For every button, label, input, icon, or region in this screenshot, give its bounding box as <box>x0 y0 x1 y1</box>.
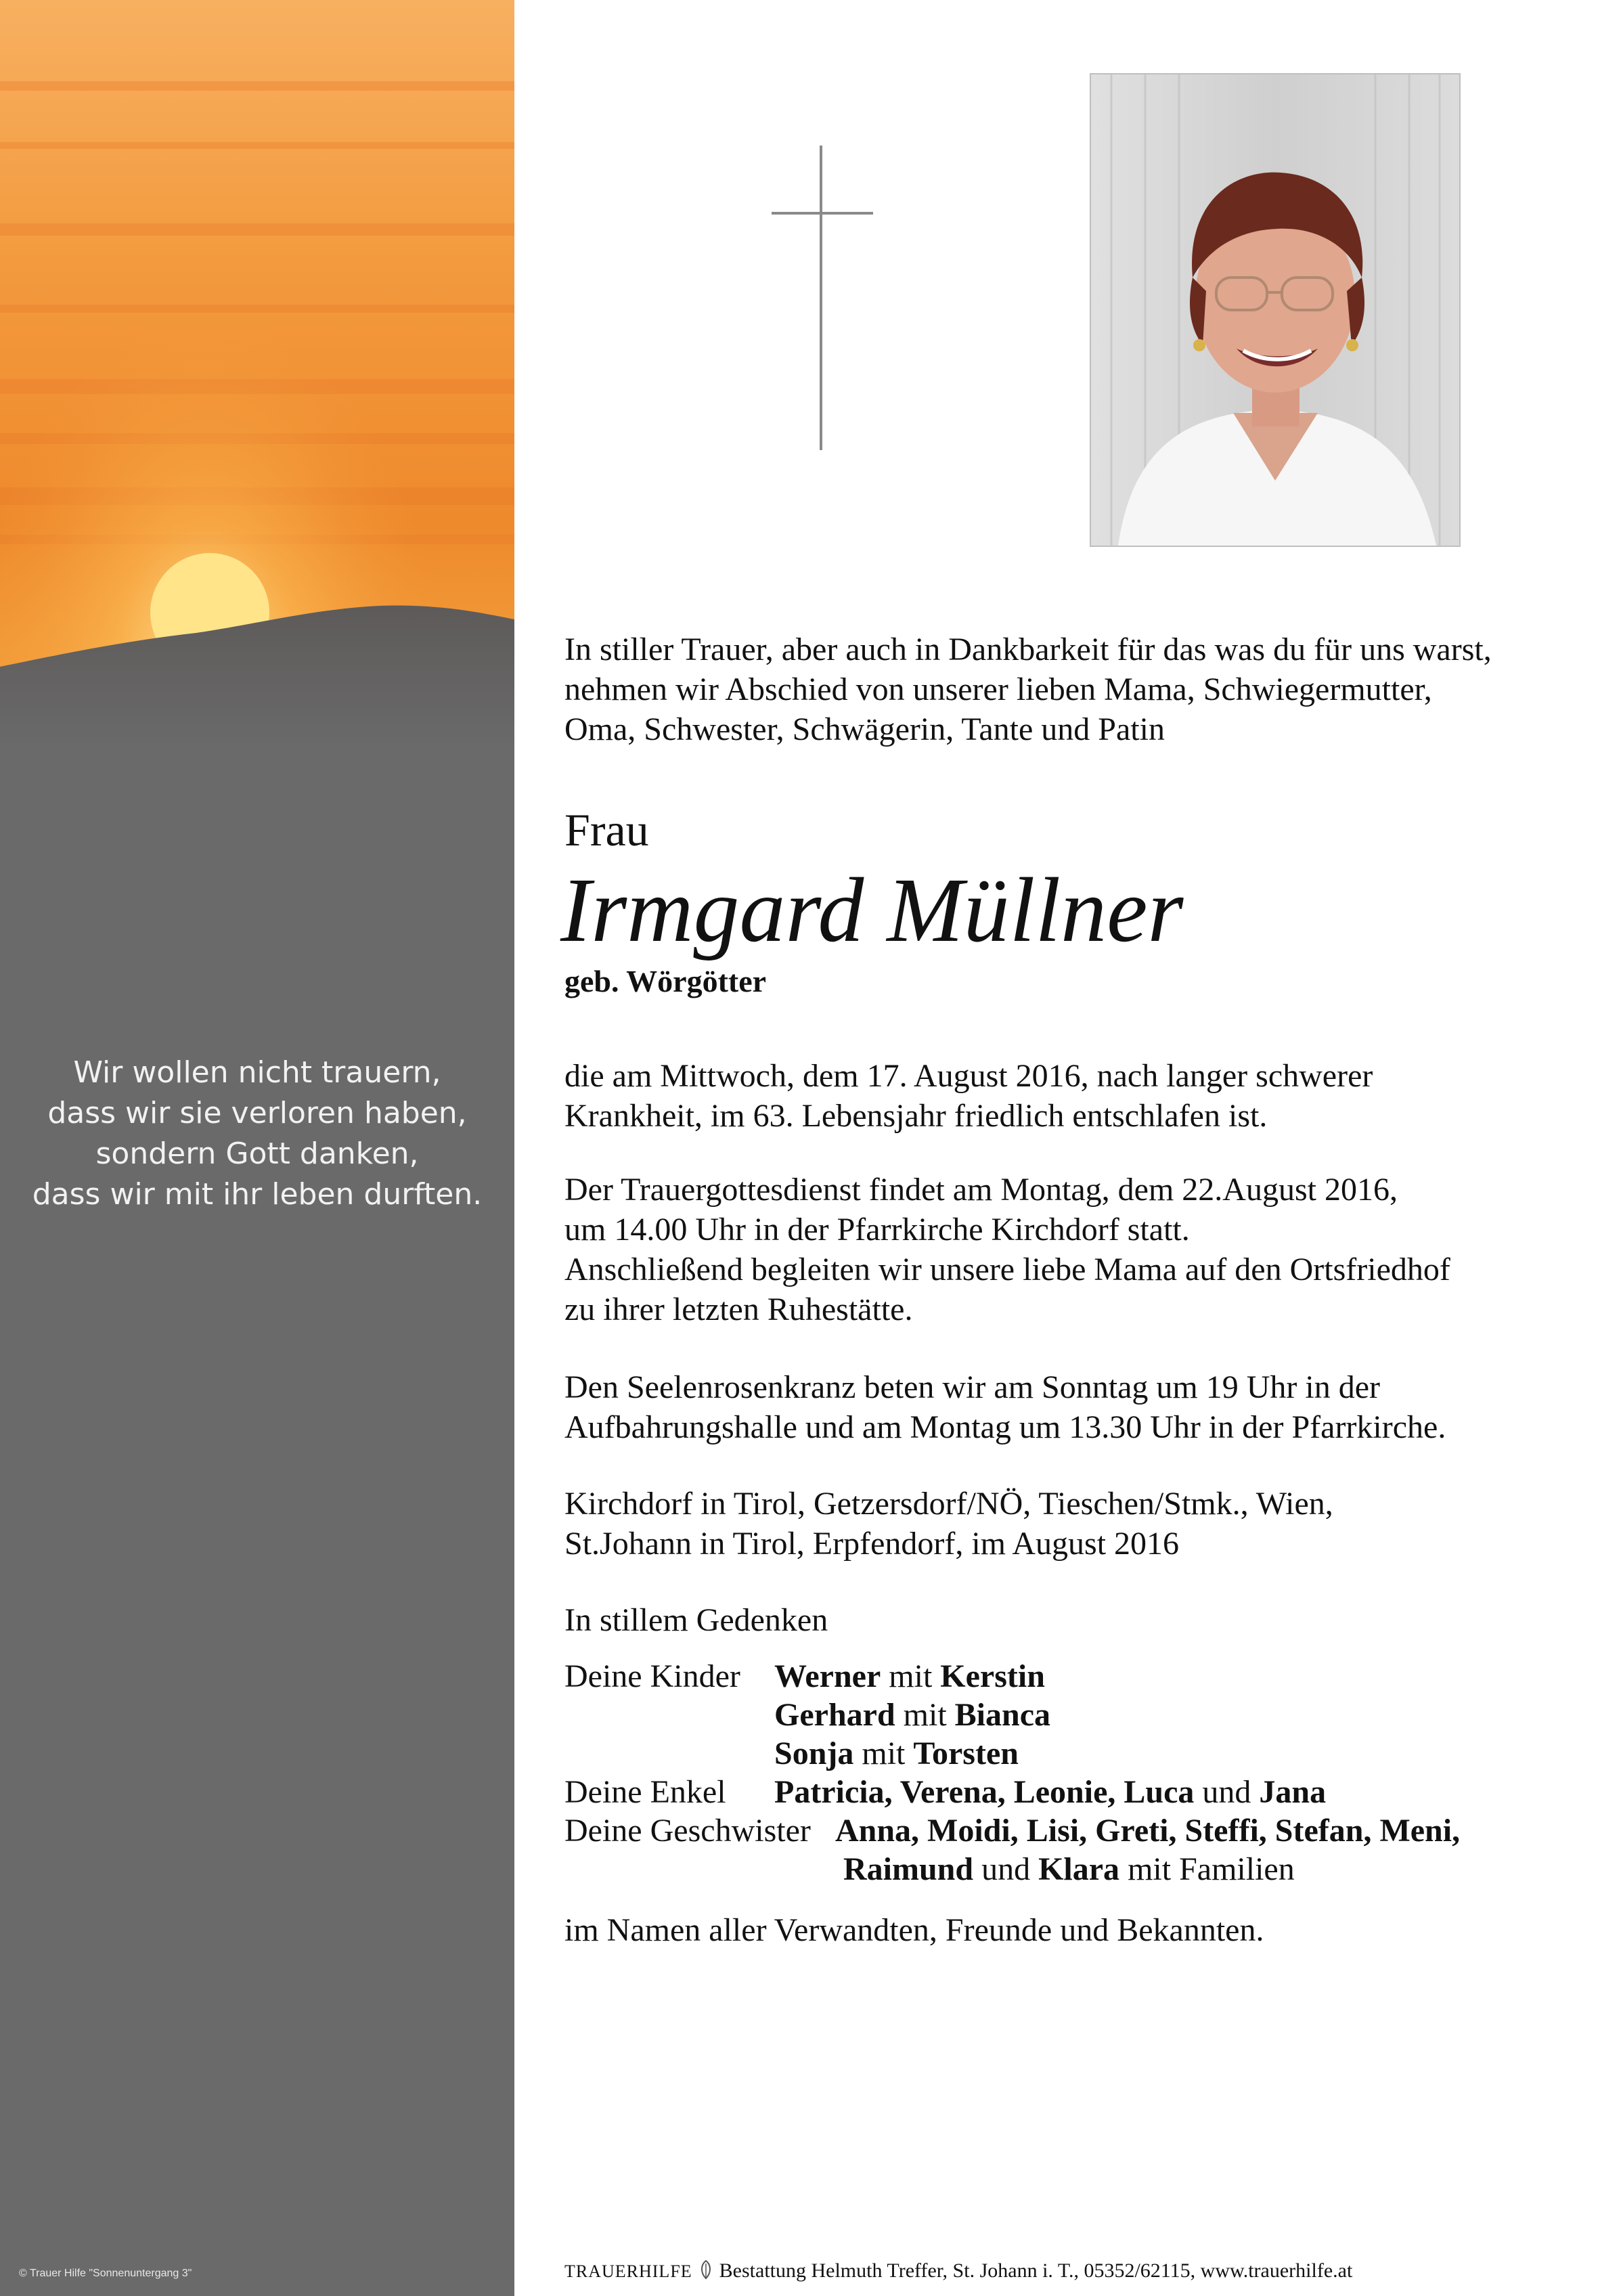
cross-icon <box>772 146 873 450</box>
child-entry: Werner mit Kerstin <box>774 1658 1045 1694</box>
family-row <box>564 1773 1566 1811</box>
place-date-line: Kirchdorf in Tirol, Getzersdorf/NÖ, Tieschen/Stmk., Wien, <box>564 1486 1333 1522</box>
family-row <box>564 1850 1566 1889</box>
name-prefix: Frau <box>564 804 649 856</box>
portrait-photo <box>1090 73 1461 547</box>
family-row <box>564 1657 1566 1696</box>
place-date <box>564 1484 1566 1564</box>
siblings-label: Deine Geschwister <box>564 1813 811 1849</box>
grandchildren-label: Deine Enkel <box>564 1774 726 1810</box>
intro-text <box>564 630 1566 749</box>
footer <box>564 2259 1352 2284</box>
rosary-line: Den Seelenrosenkranz beten wir am Sonntag um 19 Uhr in der <box>564 1369 1380 1405</box>
death-notice <box>564 1056 1566 1136</box>
sunset-image <box>0 0 514 748</box>
remembrance: In stillem Gedenken <box>564 1602 828 1638</box>
quote-line: dass wir mit ihr leben durften. <box>32 1177 483 1212</box>
siblings-names: Anna, Moidi, Lisi, Greti, Steffi, Stefan, Meni, <box>835 1813 1461 1849</box>
quote-line: sondern Gott danken, <box>95 1136 419 1171</box>
siblings-names-cont: Raimund und Klara mit Familien <box>843 1851 1295 1887</box>
footer-brand: TRAUERHILFE <box>564 2261 692 2281</box>
intro-line: In stiller Trauer, aber auch in Dankbarkeit für das was du für uns warst, <box>564 632 1492 667</box>
sidebar <box>0 0 514 2296</box>
service-line: Anschließend begleiten wir unsere liebe Mama auf den Ortsfriedhof <box>564 1252 1450 1287</box>
footer-contact: Bestattung Helmuth Treffer, St. Johann i. T., 05352/62115, www.trauerhilfe.at <box>719 2259 1353 2282</box>
birth-name: geb. Wörgötter <box>564 964 767 998</box>
grandchildren-names: Patricia, Verena, Leonie, Luca und Jana <box>774 1774 1327 1810</box>
service-info <box>564 1170 1566 1329</box>
intro-line: Oma, Schwester, Schwägerin, Tante und Patin <box>564 711 1165 747</box>
child-entry: Gerhard mit Bianca <box>774 1697 1051 1733</box>
quote-line: Wir wollen nicht trauern, <box>73 1055 441 1090</box>
children-label: Deine Kinder <box>564 1658 740 1694</box>
service-line: um 14.00 Uhr in der Pfarrkirche Kirchdorf statt. <box>564 1212 1190 1248</box>
death-notice-line: Krankheit, im 63. Lebensjahr friedlich entschlafen ist. <box>564 1098 1268 1134</box>
death-notice-line: die am Mittwoch, dem 17. August 2016, nach langer schwerer <box>564 1058 1373 1094</box>
quote-line: dass wir sie verloren haben, <box>47 1096 467 1130</box>
child-entry: Sonja mit Torsten <box>774 1736 1019 1771</box>
family-list <box>564 1657 1566 1889</box>
intro-line: nehmen wir Abschied von unserer lieben Mama, Schwiegermutter, <box>564 671 1432 707</box>
family-row <box>564 1811 1566 1850</box>
rosary-info <box>564 1367 1566 1447</box>
service-line: zu ihrer letzten Ruhestätte. <box>564 1292 913 1327</box>
leaf-icon <box>698 2259 714 2280</box>
sidebar-quote <box>0 1053 514 1215</box>
rosary-line: Aufbahrungshalle und am Montag um 13.30 Uhr in der Pfarrkirche. <box>564 1409 1446 1445</box>
deceased-name: Irmgard Müllner <box>560 860 1184 961</box>
closing-line: im Namen aller Verwandten, Freunde und Bekannten. <box>564 1912 1264 1948</box>
place-date-line: St.Johann in Tirol, Erpfendorf, im August 2016 <box>564 1526 1180 1562</box>
family-row <box>564 1734 1566 1773</box>
image-credit: © Trauer Hilfe "Sonnenuntergang 3" <box>19 2268 192 2279</box>
family-row <box>564 1696 1566 1734</box>
service-line: Der Trauergottesdienst findet am Montag, dem 22.August 2016, <box>564 1172 1398 1208</box>
